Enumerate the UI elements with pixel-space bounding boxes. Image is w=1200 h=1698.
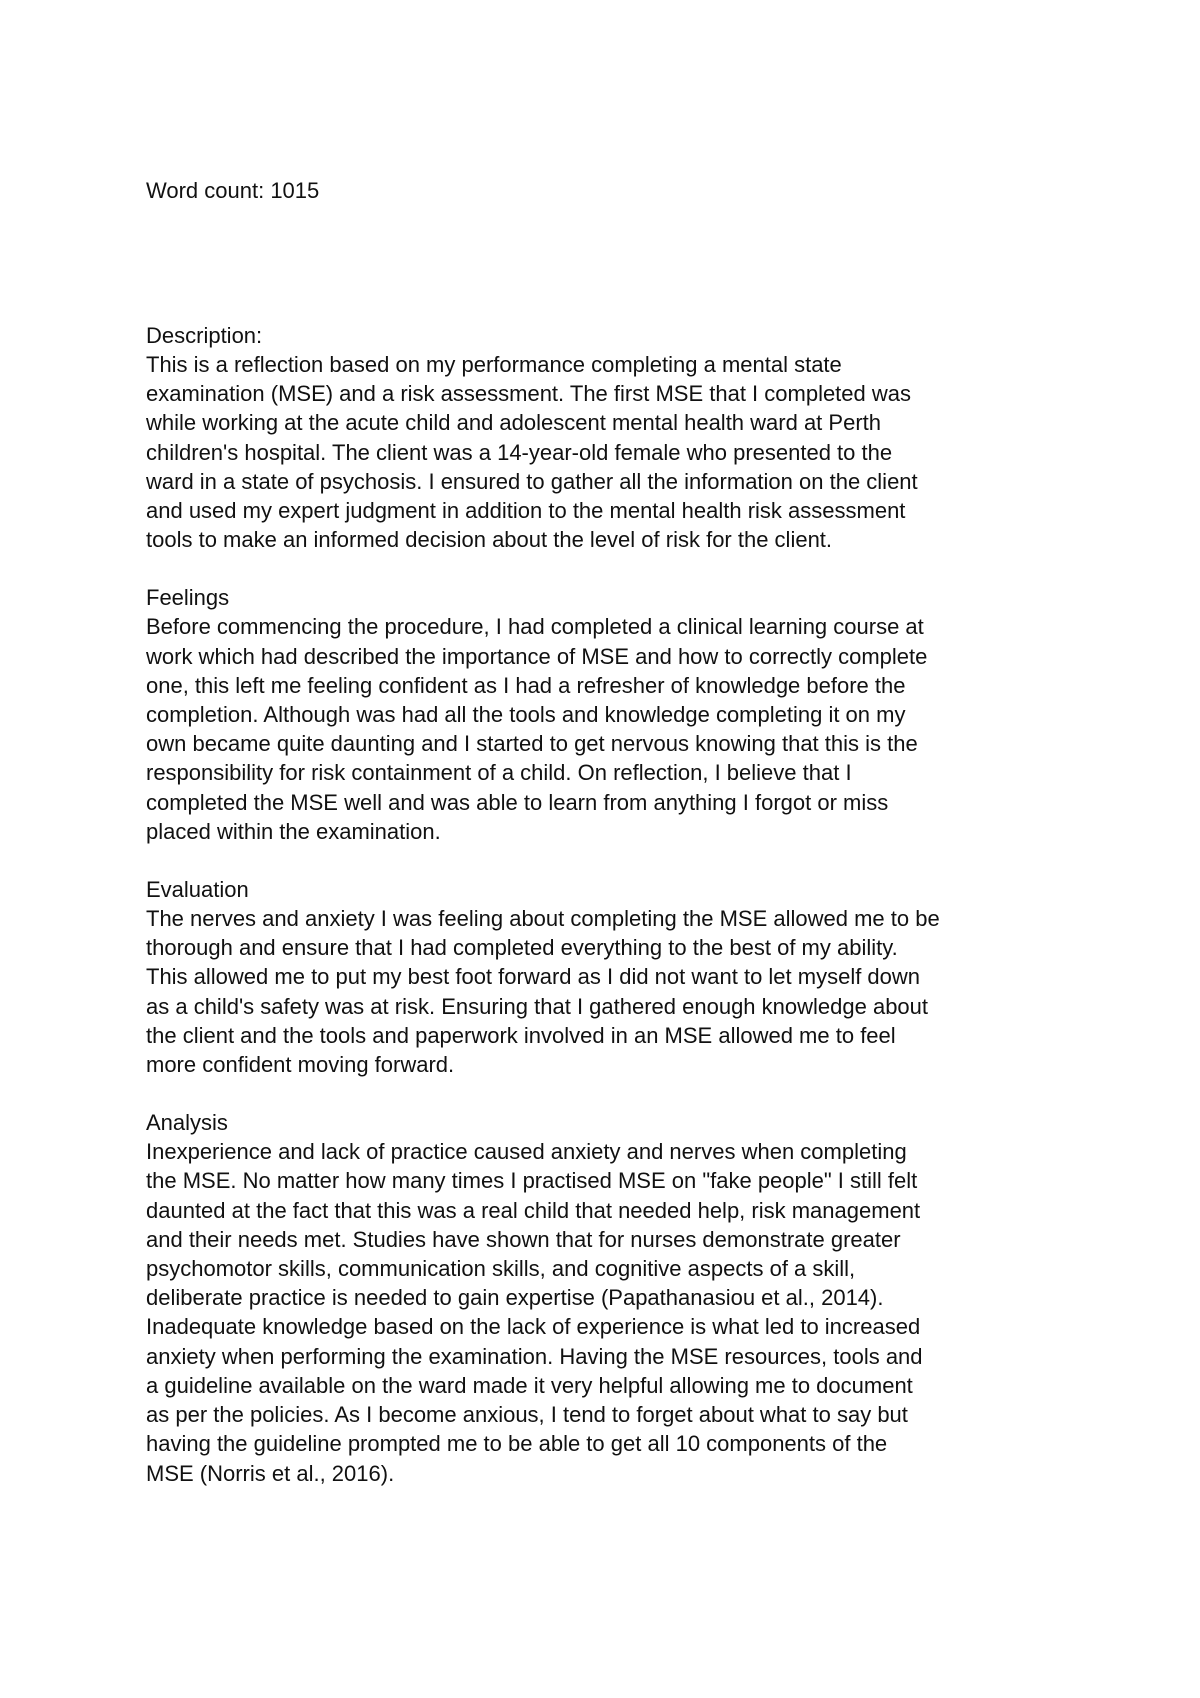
paragraph-line: having the guideline prompted me to be able to get all 10 components of the bbox=[146, 1431, 888, 1457]
paragraph-line: the client and the tools and paperwork involved in an MSE allowed me to feel bbox=[146, 1022, 896, 1048]
word-count: Word count: 1015 bbox=[146, 178, 320, 203]
paragraph-line: children's hospital. The client was a 14-year-old female who presented to the bbox=[146, 439, 893, 465]
paragraph-line: Inexperience and lack of practice caused anxiety and nerves when completing bbox=[146, 1139, 907, 1165]
section-analysis bbox=[146, 1108, 1076, 1487]
paragraph-line: a guideline available on the ward made it very helpful allowing me to document bbox=[146, 1372, 913, 1398]
paragraph-line: one, this left me feeling confident as I had a refresher of knowledge before the bbox=[146, 672, 906, 698]
section-evaluation bbox=[146, 875, 1076, 1079]
section-heading: Evaluation bbox=[146, 877, 249, 903]
paragraph-line: anxiety when performing the examination. Having the MSE resources, tools and bbox=[146, 1343, 923, 1369]
paragraph-line: psychomotor skills, communication skills, and cognitive aspects of a skill, bbox=[146, 1256, 856, 1282]
paragraph-line: tools to make an informed decision about the level of risk for the client. bbox=[146, 527, 833, 553]
paragraph-line: responsibility for risk containment of a child. On reflection, I believe that I bbox=[146, 760, 852, 786]
paragraph-line: and their needs met. Studies have shown that for nurses demonstrate greater bbox=[146, 1226, 901, 1252]
document-body bbox=[146, 321, 1076, 1517]
paragraph-line: own became quite daunting and I started to get nervous knowing that this is the bbox=[146, 731, 918, 757]
section-description bbox=[146, 321, 1076, 554]
paragraph-line: deliberate practice is needed to gain expertise (Papathanasiou et al., 2014). bbox=[146, 1285, 884, 1311]
paragraph-line: as per the policies. As I become anxious, I tend to forget about what to say but bbox=[146, 1402, 908, 1428]
paragraph-line: as a child's safety was at risk. Ensuring that I gathered enough knowledge about bbox=[146, 993, 929, 1019]
paragraph-line: completed the MSE well and was able to learn from anything I forgot or miss bbox=[146, 789, 889, 815]
paragraph-line: Before commencing the procedure, I had completed a clinical learning course at bbox=[146, 614, 924, 640]
paragraph-line: examination (MSE) and a risk assessment. The first MSE that I completed was bbox=[146, 381, 912, 407]
section-feelings bbox=[146, 583, 1076, 846]
paragraph-line: while working at the acute child and adolescent mental health ward at Perth bbox=[146, 410, 881, 436]
paragraph-line: work which had described the importance of MSE and how to correctly complete bbox=[146, 643, 928, 669]
paragraph-line: MSE (Norris et al., 2016). bbox=[146, 1460, 395, 1486]
paragraph-line: placed within the examination. bbox=[146, 818, 441, 844]
paragraph-line: more confident moving forward. bbox=[146, 1052, 455, 1078]
paragraph-line: This allowed me to put my best foot forward as I did not want to let myself down bbox=[146, 964, 921, 990]
section-heading: Feelings bbox=[146, 585, 230, 611]
paragraph-line: the MSE. No matter how many times I practised MSE on "fake people" I still felt bbox=[146, 1168, 918, 1194]
paragraph-line: daunted at the fact that this was a real child that needed help, risk management bbox=[146, 1197, 921, 1223]
section-heading: Description: bbox=[146, 323, 263, 348]
paragraph-line: ward in a state of psychosis. I ensured to gather all the information on the client bbox=[146, 468, 918, 494]
paragraph-line: thorough and ensure that I had completed everything to the best of my ability. bbox=[146, 935, 898, 961]
section-heading: Analysis bbox=[146, 1110, 228, 1136]
paragraph-line: The nerves and anxiety I was feeling about completing the MSE allowed me to be bbox=[146, 906, 940, 932]
paragraph-line: This is a reflection based on my performance completing a mental state bbox=[146, 352, 842, 377]
paragraph-line: completion. Although was had all the tools and knowledge completing it on my bbox=[146, 702, 906, 728]
paragraph-line: Inadequate knowledge based on the lack of experience is what led to increased bbox=[146, 1314, 921, 1340]
paragraph-line: and used my expert judgment in addition to the mental health risk assessment bbox=[146, 498, 906, 524]
